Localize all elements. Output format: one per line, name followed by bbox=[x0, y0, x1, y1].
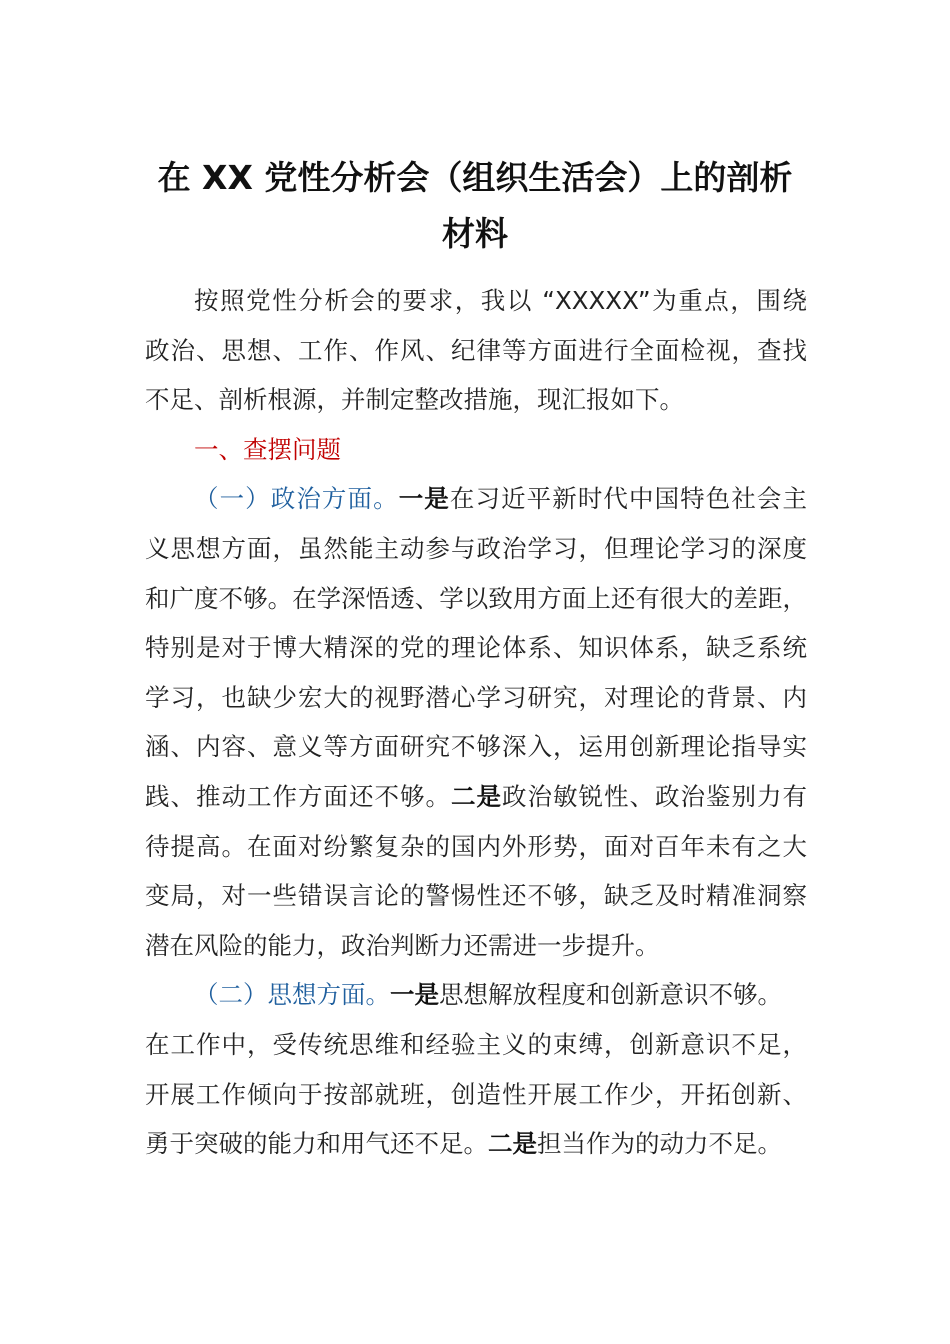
paragraph-line bbox=[145, 772, 807, 822]
intro-line: 不足、剖析根源，并制定整改措施，现汇报如下。 bbox=[145, 385, 684, 415]
title-line-2: 材料 bbox=[442, 214, 508, 253]
thought-paragraph bbox=[145, 970, 807, 1168]
emphasis-text: 二是 bbox=[451, 781, 502, 811]
paragraph-line: 待提高。在面对纷繁复杂的国内外形势，面对百年未有之大 bbox=[145, 831, 807, 861]
intro-line: 政治、思想、工作、作风、纪律等方面进行全面检视，查找 bbox=[145, 335, 807, 365]
section-heading-text: 一、查摆问题 bbox=[194, 434, 341, 464]
paragraph-text: 思想解放程度和创新意识不够。 bbox=[439, 980, 782, 1010]
paragraph-text: 在习近平新时代中国特色社会主 bbox=[449, 484, 808, 514]
emphasis-text: 一是 bbox=[398, 484, 450, 514]
paragraph-line: 学习，也缺少宏大的视野潜心学习研究，对理论的背景、内 bbox=[145, 682, 807, 712]
subsection-label: （二）思想方面。 bbox=[194, 980, 390, 1010]
paragraph-line: 潜在风险的能力，政治判断力还需进一步提升。 bbox=[145, 930, 660, 960]
political-paragraph bbox=[145, 474, 807, 970]
paragraph-line: 开展工作倾向于按部就班，创造性开展工作少，开拓创新、 bbox=[145, 1079, 807, 1109]
paragraph-text: 政治敏锐性、政治鉴别力有 bbox=[502, 781, 807, 811]
section-heading bbox=[145, 425, 807, 475]
paragraph-text: 勇于突破的能力和用气还不足。 bbox=[145, 1129, 488, 1159]
emphasis-text: 二是 bbox=[488, 1129, 537, 1159]
paragraph-line bbox=[145, 1119, 807, 1169]
title-line-1: 在 XX 党性分析会（组织生活会）上的剖析 bbox=[157, 158, 793, 197]
intro-paragraph bbox=[145, 276, 807, 425]
emphasis-text: 一是 bbox=[390, 980, 439, 1010]
paragraph-line: 在工作中，受传统思维和经验主义的束缚，创新意识不足， bbox=[145, 1029, 807, 1059]
document-title bbox=[120, 150, 830, 262]
paragraph-line: 和广度不够。在学深悟透、学以致用方面上还有很大的差距， bbox=[145, 583, 807, 613]
paragraph-line: 义思想方面，虽然能主动参与政治学习，但理论学习的深度 bbox=[145, 533, 807, 563]
intro-line: 按照党性分析会的要求，我以 “XXXXX”为重点，围绕 bbox=[194, 286, 807, 315]
paragraph-line: 特别是对于博大精深的党的理论体系、知识体系，缺乏系统 bbox=[145, 633, 807, 663]
document-body bbox=[145, 276, 807, 1169]
paragraph-line bbox=[145, 970, 807, 1020]
paragraph-text: 践、推动工作方面还不够。 bbox=[145, 781, 451, 811]
subsection-label: （一）政治方面。 bbox=[194, 484, 399, 514]
paragraph-line bbox=[145, 474, 807, 524]
paragraph-line: 涵、内容、意义等方面研究不够深入，运用创新理论指导实 bbox=[145, 732, 807, 762]
paragraph-text: 担当作为的动力不足。 bbox=[537, 1129, 782, 1159]
paragraph-line: 变局，对一些错误言论的警惕性还不够，缺乏及时精准洞察 bbox=[145, 881, 807, 911]
